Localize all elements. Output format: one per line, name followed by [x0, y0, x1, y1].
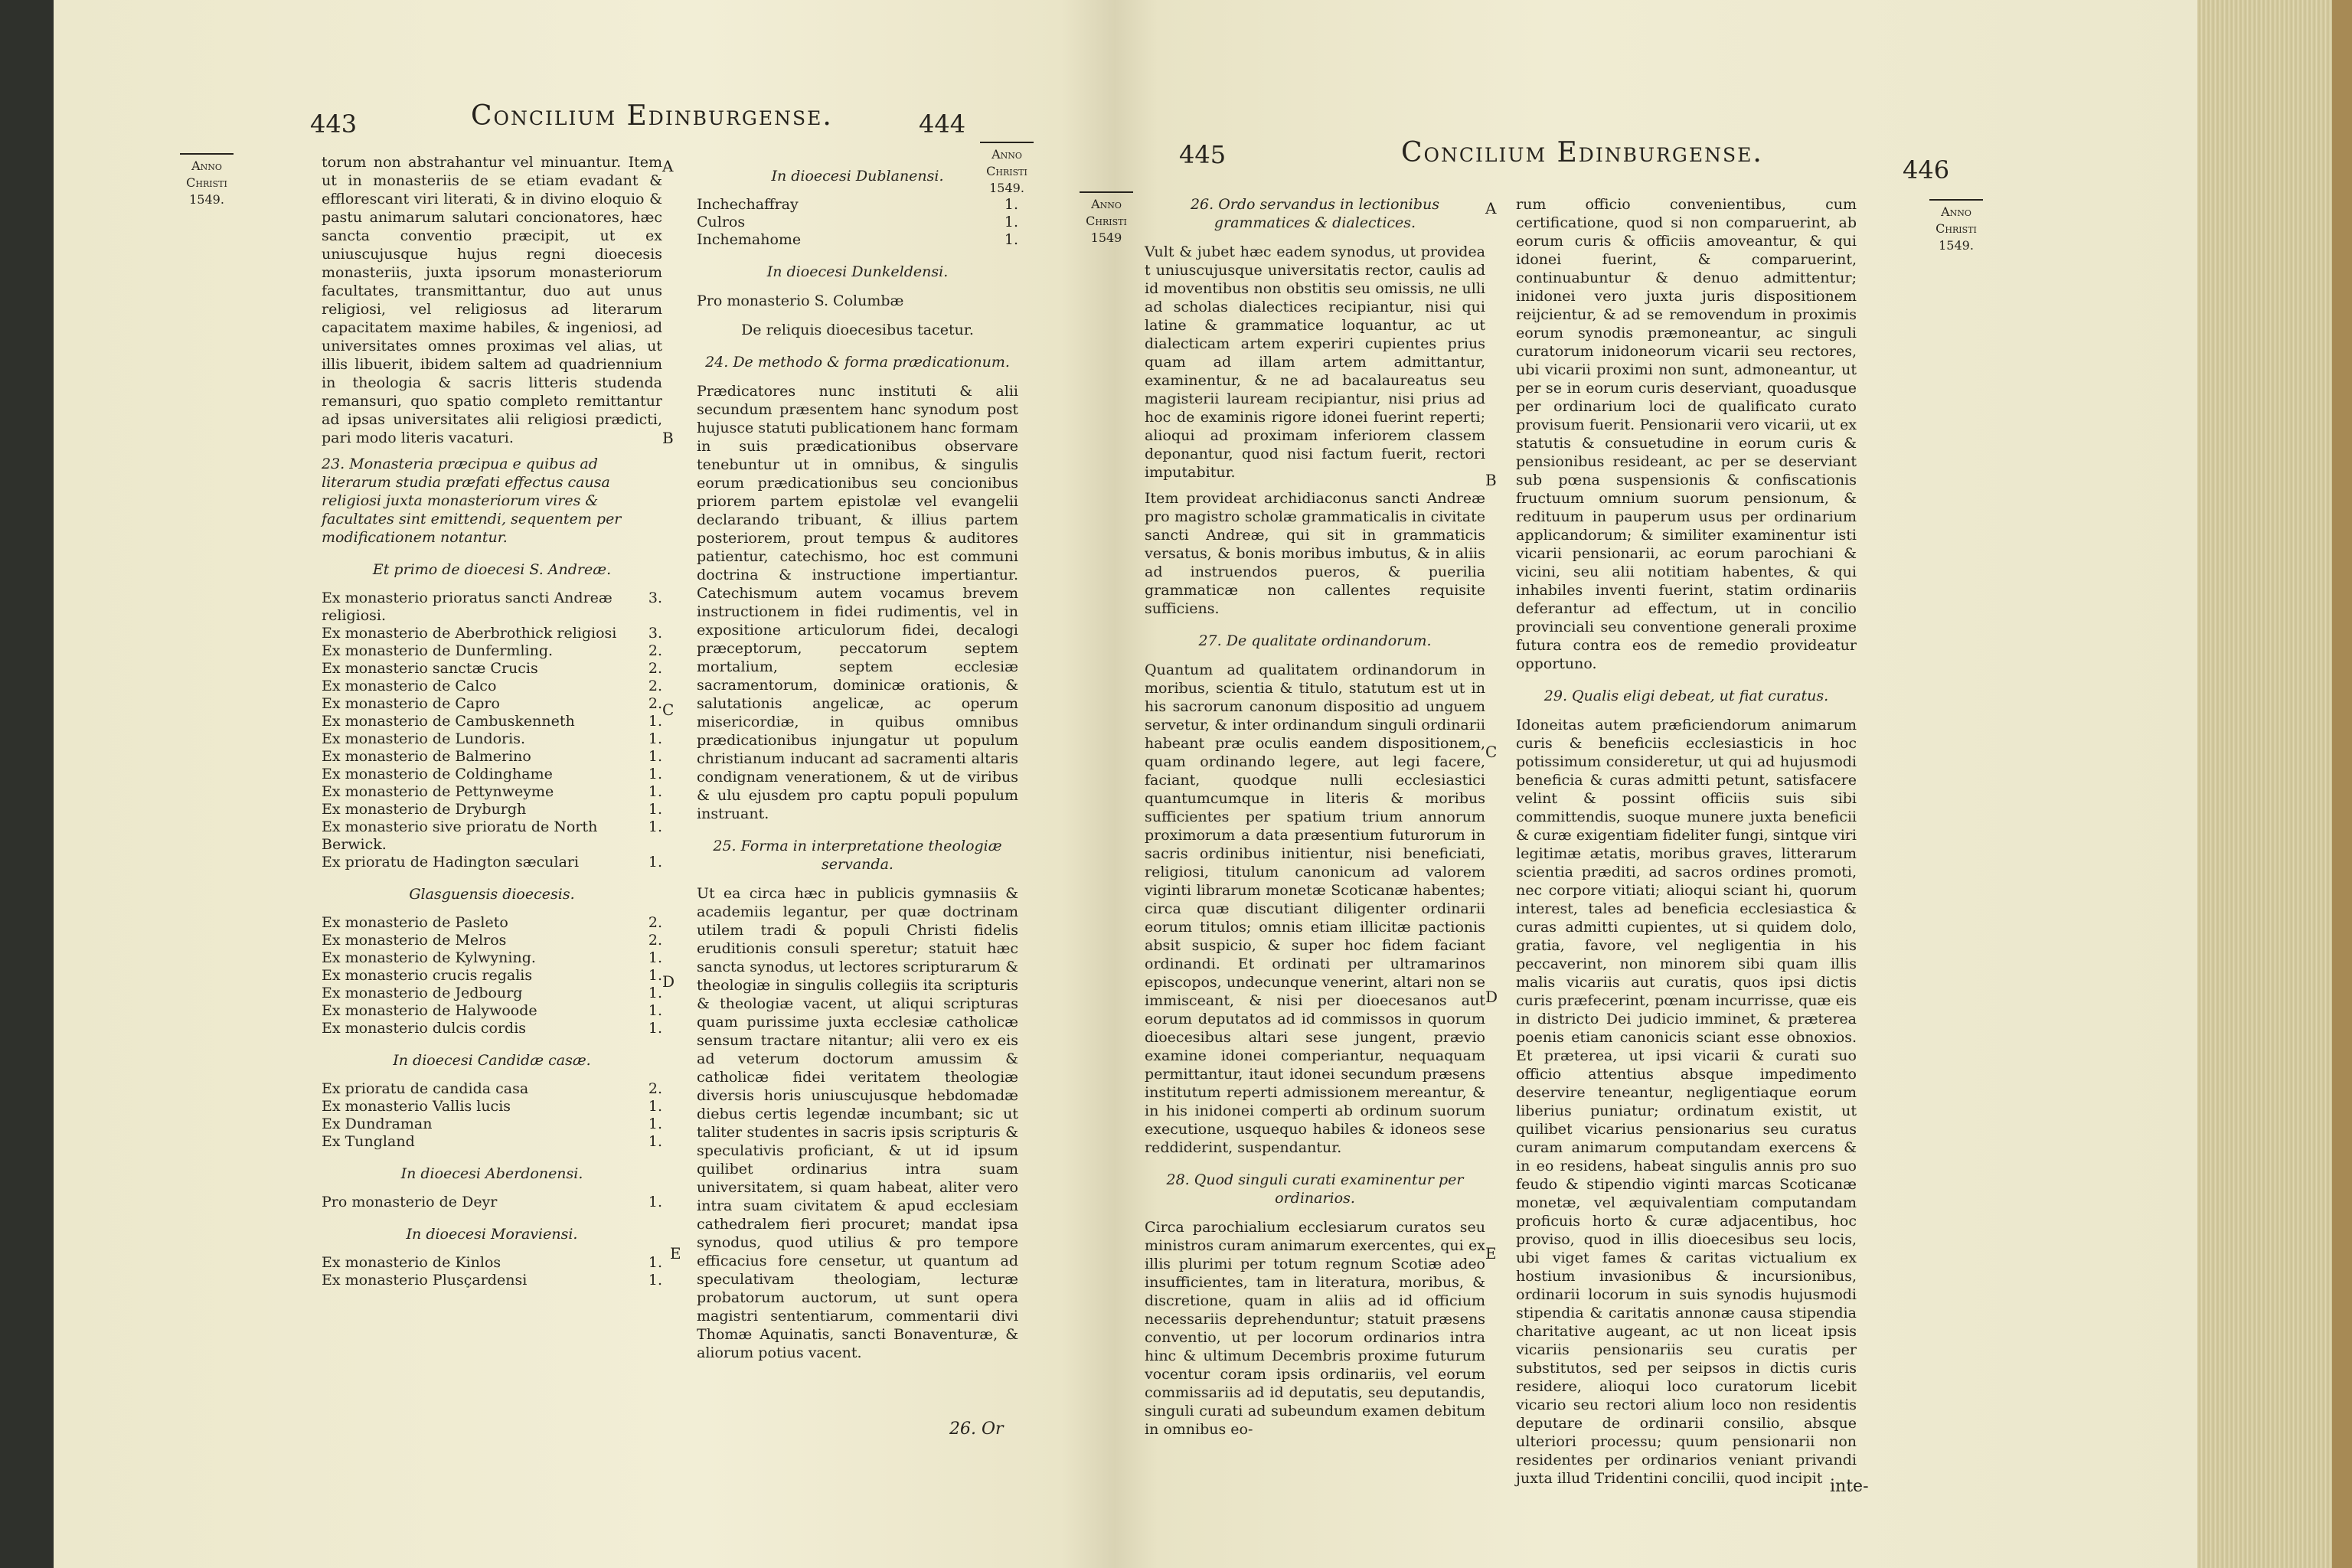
- list-item: [322, 1002, 662, 1020]
- list-item: [322, 678, 662, 695]
- list-item-label: Inchechaffray: [697, 196, 799, 213]
- list-item-label: Ex monasterio de Melros: [322, 932, 507, 949]
- list-item-label: Ex monasterio Vallis lucis: [322, 1098, 511, 1115]
- list-item: [322, 1133, 662, 1151]
- section-27-text: Quantum ad qualitatem ordinandorum in moribus, scientia & titulo, statutum est ut in his sacrorum canonum dispositio ad unguem servetur, & inter ordinandum singuli ordinarii habeant præ oculis eandem dispositionem, quam ordinando legere, aut legi facere, faciant, quodque nulli ecclesiastici quantumcumque in literis & moribus sufficientes per spatium trium annorum proximorum a data præsentium futurorum in sacris ordinibus initientur, nisi beneficiati, religiosi, titulum canonicum ad valorem viginti librarum monetæ Scoticanæ habentes; circa quæ discutiant diligenter ordinarii eorum titulos; omnis etiam illicitæ pactionis absit suspicio, & super hoc fidem faciant ordinandi. Et ordinati per ultramarinos episcopos, undecunque venerint, altari non se immisceant, & nisi per dioecesanos aut eorum deputatos ad id commissos in quorum dioecesibus altari sese jungent, prævio examine idonei comperiantur, nequaquam permittantur, itaut idonei secundum præsens institutum reperti admissionem mereantur, & in his inidonei comperti ab ordinum suorum executione, usquequo habiles & idoneos sese reddiderint, suspendantur.: [1145, 662, 1485, 1156]
- list-item: [322, 985, 662, 1002]
- page-number-445: 445: [1179, 140, 1227, 169]
- list-item-label: Inchemahome: [697, 231, 802, 248]
- list-item: [697, 196, 1018, 214]
- list-item: [322, 1194, 662, 1211]
- diocese-aberdon-heading: In dioecesi Aberdonensi.: [400, 1165, 583, 1182]
- list-item: [322, 590, 662, 625]
- list-item-count: 2.: [648, 932, 662, 949]
- list-item-count: 1.: [648, 1002, 662, 1019]
- list-item: [322, 1254, 662, 1272]
- list-item-count: 2.: [648, 678, 662, 694]
- list-item-label: Ex monasterio prioratus sancti Andreæ religiosi.: [322, 590, 612, 624]
- list-item-count: 1.: [648, 985, 662, 1001]
- intro-paragraph: torum non abstrahantur vel minuantur. Item ut in monasteriis de se etiam evadant & efflorescant viri literati, & in divino eloquio & pastu animarum salutari concionatores, hæc sancta conventio præcipit, ut ex uniuscujusque hujus regni dioecesis monasteriis, juxta ipsorum monasteriorum facultates, transmittantur, duo aut unus religiosi, vel religiosus ad literarum capacitatem maxime habiles, & ingeniosi, ad universitates omnes proximas vel alias, ut illis libuerit, ibidem saltem ad quadriennium in theologia & sacris litteris studenda remansuri, quo spatio completo remittantur ad ipsas universitates alii religiosi prædicti, pari modo literis vacaturi.: [322, 154, 662, 446]
- diocese-andreae-heading: Et primo de dioecesi S. Andreæ.: [372, 561, 612, 578]
- section-letter-c: C: [662, 701, 675, 719]
- list-item: [322, 642, 662, 660]
- diocese-candidae-heading: In dioecesi Candidæ casæ.: [393, 1052, 591, 1069]
- list-item: [322, 660, 662, 678]
- section-23-heading: 23. Monasteria præcipua e quibus ad literarum studia præfati effectus causa religiosi juxta monasteriorum vires & facultates sint emittendi, sequentem per modificationem notantur.: [322, 456, 622, 546]
- list-item-count: 1.: [1004, 214, 1018, 230]
- section-26-text-a: Vult & jubet hæc eadem synodus, ut providea t uniuscujusque universitatis rector, caulis ad id moventibus non obstitis seu omissis, ne ulli ad scholas dialectices recipiantur, nisi qui latine & grammatice loquantur, ac ut dialecticam artem experiri cupientes prius quam ad illam artem admittantur, examinentur, & ne ad bacalaureatus seu magisterii lauream recipiantur, nisi prius ad hoc de examinis rigore idonei fuerint reperti; alioqui ad proximam inferiorem classem deponantur, quod nisi factum fuerit, rectori imputabitur.: [1145, 243, 1485, 481]
- list-item-label: Ex monasterio crucis regalis: [322, 967, 533, 984]
- list-item: [322, 1272, 662, 1289]
- running-title: Concilium Edinburgense.: [471, 100, 833, 132]
- list-item-label: Ex monasterio Plusçardensi: [322, 1272, 528, 1289]
- section-28-heading: 28. Quod singuli curati examinentur per ordinarios.: [1166, 1171, 1464, 1207]
- aberdon-list: [322, 1194, 662, 1211]
- section-25-text: Ut ea circa hæc in publicis gymnasiis & academiis legantur, per quæ doctrinam utilem tradi & populi Christi fidelis eruditionis consuli speretur; statuit hæc sancta synodus, ut lectores scripturarum & theologiæ in singulis collegiis ita scripturis & theologiæ vacent, ut aliqui scripturas quam purissime juxta ecclesiæ catholicæ sensum tractare nitantur; alii vero ex eis ad veterum doctorum amussim & catholicæ fidei veritatem theologiæ diversis horis uniuscujusque hebdomadæ diebus certis legendæ incumbant; sic ut taliter studentes in sacris ipsis scripturis & speculativis proficiant, & ut id ipsum quilibet ordinarius intra suam universitatem, si quam habeat, aliter vero intra suam civitatem & apud ecclesiam cathedralem fieri procuret; mandat ipsa synodus, quod utilius & pro tempore efficacius fore censetur, ut quantum ad speculativam theologiam, lecturæ probatorum auctorum, ut sunt opera magistri sententiarum, commentarii divi Thomæ Aquinatis, sancti Bonaventuræ, & aliorum potius vacent.: [697, 885, 1018, 1361]
- left-column-1: [322, 153, 662, 1289]
- list-item: [322, 730, 662, 748]
- section-letter-c-right: C: [1485, 743, 1498, 761]
- list-item-label: Ex monasterio de Pasleto: [322, 914, 508, 931]
- section-26-text-b: Item provideat archidiaconus sancti Andreæ pro magistro scholæ grammaticalis in civitate sancti Andreæ, qui sit in grammaticis versatus, & bonis moribus imbutus, & in aliis ad instruendos pueros, & puerilia grammaticæ non callentes requisite sufficiens.: [1145, 490, 1485, 617]
- list-item-label: Ex monasterio de Jedbourg: [322, 985, 523, 1001]
- list-item-label: Ex monasterio de Balmerino: [322, 748, 531, 765]
- list-item-label: Ex monasterio de Calco: [322, 678, 497, 694]
- diocese-glasguensis-heading: Glasguensis dioecesis.: [409, 886, 575, 903]
- list-item: [322, 949, 662, 967]
- right-page: [1072, 0, 2197, 1568]
- list-item-count: 1.: [648, 783, 662, 800]
- list-item: [697, 214, 1018, 231]
- catchword-left: 26. Or: [949, 1419, 1004, 1439]
- page-number-446: 446: [1903, 155, 1950, 185]
- moravien-list: [322, 1254, 662, 1289]
- list-item-label: Pro monasterio de Deyr: [322, 1194, 498, 1210]
- list-item: [322, 713, 662, 730]
- list-item-count: 3.: [648, 625, 662, 642]
- list-item: [322, 766, 662, 783]
- list-item-count: 1.: [648, 1116, 662, 1132]
- list-item: [322, 818, 662, 854]
- section-letter-e: E: [670, 1244, 681, 1263]
- list-item-label: Ex monasterio de Cambuskenneth: [322, 713, 575, 730]
- page-edges: [2197, 0, 2352, 1568]
- list-item: [322, 1080, 662, 1098]
- margin-note-year-right-left: Anno Christi 1549: [1080, 191, 1133, 247]
- list-item: [322, 932, 662, 949]
- reliquis-line: De reliquis dioecesibus tacetur.: [741, 322, 974, 338]
- list-item-count: 1.: [648, 730, 662, 747]
- list-item-label: Ex monasterio de Coldinghame: [322, 766, 553, 782]
- list-item-label: Ex monasterio de Pettynweyme: [322, 783, 554, 800]
- list-item-count: 1.: [648, 1098, 662, 1115]
- section-letter-d: D: [662, 972, 675, 991]
- list-item-label: Ex prioratu de candida casa: [322, 1080, 529, 1097]
- list-item: [322, 967, 662, 985]
- list-item-label: Ex monasterio de Capro: [322, 695, 500, 712]
- list-item-label: Ex Tungland: [322, 1133, 415, 1150]
- list-item: [322, 625, 662, 642]
- running-title-right: Concilium Edinburgense.: [1401, 137, 1763, 168]
- list-item-label: Ex Dundraman: [322, 1116, 433, 1132]
- section-29-heading: 29. Qualis eligi debeat, ut fiat curatus.: [1544, 688, 1829, 704]
- margin-note-year-mid: Anno Christi 1549.: [980, 142, 1034, 197]
- list-item-count: 1.: [648, 949, 662, 966]
- page-number-443: 443: [310, 109, 358, 139]
- list-item: [322, 695, 662, 713]
- section-letter-d-right: D: [1485, 988, 1498, 1006]
- page-number-444: 444: [919, 109, 966, 139]
- continuation-text: rum officio convenientibus, cum certificatione, quod si non comparuerint, ab eorum curis & officiis amoveantur, & qui idonei fuerint, & comparuerint, continuabuntur & denuo admittentur; inidonei vero juxta juris dispositionem reijcientur, & ad se removendum in proximis eorum synodis præmoneantur, ac singuli curatorum inidoneorum vicarii seu rectores, ubi vicarii proximi non sunt, admoneantur, ut per se in eorum curis deserviant, quoadusque per ordinarium loci de qualificato curato provisum fuerit. Pensionarii vero vicarii, ut ex statutis & consuetudine in eorum curis & pensionibus resideant, ac per se deserviant sub pœna suspensionis & confiscationis fructuum omnium suorum pensionum, & redituum in pauperum usus per ordinarium applicandorum; & similiter examinentur isti vicarii pensionarii, ac eorum parochiani & vicini, seu alii notitiam habentes, & qui inhabiles inventi fuerint, statim ordinariis deferantur ad effectum, ut in concilio provinciali seu conventione generali proxime futura contra eos de remedio provideatur opportuno.: [1516, 196, 1857, 672]
- list-item-count: 1.: [648, 818, 662, 835]
- list-item-label: Ex monasterio de Dryburgh: [322, 801, 527, 818]
- list-item: [322, 914, 662, 932]
- list-item-count: 1.: [648, 766, 662, 782]
- list-item-count: 2.: [648, 695, 662, 712]
- list-item: [322, 801, 662, 818]
- list-item-label: Ex monasterio de Kinlos: [322, 1254, 501, 1271]
- list-item-count: 2.: [648, 914, 662, 931]
- dublan-list: [697, 196, 1018, 249]
- list-item-count: 1.: [648, 1194, 662, 1210]
- section-25-heading: 25. Forma in interpretatione theologiæ servanda.: [713, 838, 1002, 873]
- list-item-count: 2.: [648, 660, 662, 677]
- section-letter-b-right: B: [1485, 471, 1497, 489]
- list-item-count: 1.: [648, 748, 662, 765]
- list-item-count: 1.: [648, 1254, 662, 1271]
- list-item-count: 2.: [648, 642, 662, 659]
- list-item-count: 1.: [648, 854, 662, 871]
- section-letter-b: B: [662, 429, 674, 447]
- section-24-text: Prædicatores nunc instituti & alii secundum præsentem hanc synodum post hujusce statuti publicationem hanc formam in suis prædicationibus observare tenebuntur ut in omnibus, & singulis eorum prædicationibus seu concionibus priorem partem epistolæ vel evangelii declarando tribuant, & illius partem posteriorem, prout tempus & auditores patientur, catechismo, hoc est communi doctrina & instructione impertiantur. Catechismum autem vocamus brevem instructionem in fidei rudimentis, vel in expositione articulorum fidei, decalogi præceptorum, peccatorum septem mortalium, septem ecclesiæ sacramentorum, dominicæ orationis, & salutationis angelicæ, ac operum misericordiæ, in quibus omnibus prædicationibus injungatur ut populum christianum inducant ad sacramenti altaris condignam venerationem, & ut de viribus & ulu ejusdem pro captu populi populum instruant.: [697, 383, 1018, 822]
- list-item-label: Ex monasterio de Kylwyning.: [322, 949, 536, 966]
- list-item-count: 1.: [648, 1272, 662, 1289]
- section-letter-a-right: A: [1485, 199, 1497, 217]
- glasguensis-list: [322, 914, 662, 1037]
- diocese-dunkeld-heading: In dioecesi Dunkeldensi.: [766, 263, 949, 280]
- list-item: [322, 1098, 662, 1116]
- left-page: [54, 0, 1072, 1568]
- right-column-2: [1516, 195, 1857, 1495]
- section-26-heading: 26. Ordo servandus in lectionibus grammatices & dialectices.: [1190, 196, 1440, 231]
- diocese-dublan-heading: In dioecesi Dublanensi.: [771, 168, 944, 185]
- list-item-label: Ex prioratu de Hadington sæculari: [322, 854, 580, 871]
- section-letter-a: A: [662, 157, 674, 175]
- list-item: [322, 1020, 662, 1037]
- list-item-label: Culros: [697, 214, 746, 230]
- list-item-count: 3.: [648, 590, 662, 606]
- candidae-list: [322, 1080, 662, 1151]
- section-24-heading: 24. De methodo & forma prædicationum.: [705, 354, 1010, 371]
- section-27-heading: 27. De qualitate ordinandorum.: [1198, 632, 1432, 649]
- list-item-label: Ex monasterio sive prioratu de North Berwick.: [322, 818, 598, 853]
- list-item-label: Ex monasterio de Dunfermling.: [322, 642, 554, 659]
- list-item: [697, 231, 1018, 249]
- list-item-count: 1.: [648, 1133, 662, 1150]
- margin-note-year-right-right: Anno Christi 1549.: [1929, 199, 1983, 254]
- list-item-count: 1.: [648, 1020, 662, 1037]
- list-item-label: Ex monasterio de Aberbrothick religiosi: [322, 625, 617, 642]
- catchword-right: inte-: [1830, 1477, 1869, 1496]
- list-item-label: Ex monasterio sanctæ Crucis: [322, 660, 538, 677]
- section-28-text: Circa parochialium ecclesiarum curatos seu ministros curam animarum exercentes, qui ex illis plurimi per totum regnum Scotiæ adeo insufficientes, tam in literatura, moribus, & discretione, quam in aliis ad id officium necessariis deprehenduntur; statuit præsens conventio, ut per locorum ordinarios intra hinc & ultimum Decembris proxime futurum vocentur coram ipsis ordinariis, vel eorum commissariis ad id deputatis, seu deputandis, singuli curati ad subeundum examen debitum in omnibus eo-: [1145, 1219, 1485, 1438]
- diocese-moravien-heading: In dioecesi Moraviensi.: [406, 1226, 578, 1243]
- list-item-count: 1.: [648, 967, 662, 984]
- list-item-label: Ex monasterio de Halywoode: [322, 1002, 537, 1019]
- list-item: [322, 748, 662, 766]
- list-item-count: 1.: [1004, 231, 1018, 248]
- list-item-label: Ex monasterio dulcis cordis: [322, 1020, 527, 1037]
- list-item-label: Ex monasterio de Lundoris.: [322, 730, 525, 747]
- section-29-text: Idoneitas autem præficiendorum animarum curis & beneficiis ecclesiasticis in hoc potissimum consideretur, ut qui ad hujusmodi beneficia & curas admitti petunt, satisfacere velint & possint officiis suis sibi committendis, suoque munere juxta beneficii & curæ exigentiam fideliter fungi, sintque viri legitimæ ætatis, moribus graves, litterarum scientia præditi, ad sacros ordines promoti, nec corpore vitiati; alioqui sciant hi, quorum interest, tales ad beneficia ecclesiastica & curas admitti cupientes, ut si quidem dolo, gratia, favore, vel negligentia in his peccaverint, non minorem sibi quam illis malis vicariis aut curatis, quos ipsi dictis curis præfecerint, pœnam incurrisse, quæ eis in districto Dei judicio imminet, & præterea poenis etiam canonicis sciant esse obnoxios. Et præterea, ut ipsi vicarii & curati suo officio attentius absque impedimento deservire teneantur, negligentiaque eorum liberius puniatur; ordinatum existit, ut quilibet vicarius pensionarius seu curatus curam animarum computandam exercens & in eo residens, habeat singulis annis pro suo feudo & stipendio viginti marcas Scoticanæ monetæ, vel æquivalentiam computandam proficuis horto & curæ adjacentibus, hoc proviso, quod in illis dioecesibus seu locis, ubi viget fames & caritas victualium ex hostium invasionibus & incursionibus, ordinarii locorum in suis synodis hujusmodi stipendia & caritatis annonæ causa stipendia charitative augeant, ac ut non liceat ipsis vicariis pensionariis seu curatis per substitutos, sed per seipsos in dictis curis residere, alioqui loco curatorum licebit vicario seu rectori alium loco non residentis deputare de ordinarii consilio, absque ulteriori processu; quum pensionarii non residentes per ordinarios veniant privandi juxta illud Tridentini concilii, quod incipit: [1516, 717, 1857, 1487]
- left-column-2: [697, 153, 1018, 1370]
- list-item: [322, 854, 662, 871]
- andreae-list: [322, 590, 662, 871]
- dunkeld-line: Pro monasterio S. Columbæ: [697, 292, 904, 309]
- right-column-1: [1145, 195, 1485, 1446]
- list-item-count: 2.: [648, 1080, 662, 1097]
- list-item-count: 1.: [648, 713, 662, 730]
- section-letter-e-right: E: [1485, 1244, 1497, 1263]
- list-item: [322, 783, 662, 801]
- margin-note-year: Anno Christi 1549.: [180, 153, 234, 208]
- list-item-count: 1.: [1004, 196, 1018, 213]
- list-item-count: 1.: [648, 801, 662, 818]
- list-item: [322, 1116, 662, 1133]
- book-spread: [54, 0, 2197, 1568]
